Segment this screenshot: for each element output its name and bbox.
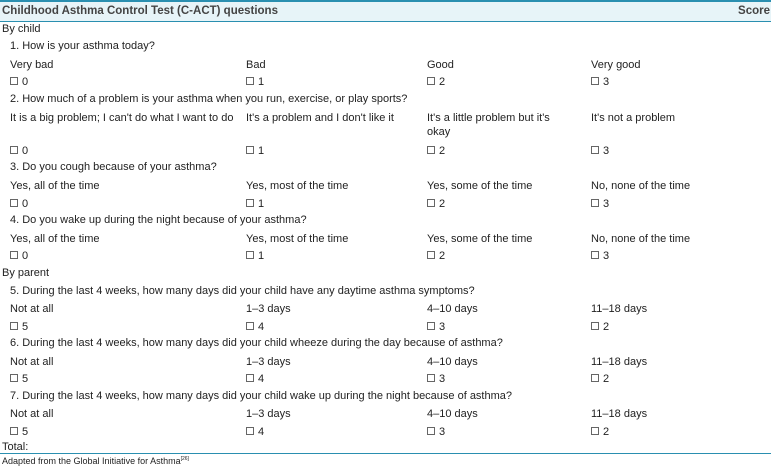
option-label: No, none of the time [591, 180, 691, 192]
score-option[interactable]: 4 [246, 320, 264, 334]
checkbox-icon[interactable] [591, 427, 599, 435]
option-label: Yes, some of the time [427, 180, 533, 192]
score-column-header: Score [738, 5, 770, 17]
option-label: 1–3 days [246, 356, 291, 368]
section-by-parent: By parent [2, 267, 50, 279]
option-label: Very bad [10, 59, 54, 71]
checkbox-icon[interactable] [591, 322, 599, 330]
score-option[interactable]: 2 [427, 197, 445, 211]
option-label: Good [427, 59, 454, 71]
score-option[interactable]: 3 [591, 249, 609, 263]
option-label: It is a big problem; I can't do what I want to do [10, 112, 234, 124]
checkbox-icon[interactable] [591, 146, 599, 154]
checkbox-icon[interactable] [246, 322, 254, 330]
table-title: Childhood Asthma Control Test (C-ACT) questions [2, 5, 278, 17]
checkbox-icon[interactable] [246, 199, 254, 207]
checkbox-icon[interactable] [10, 251, 18, 259]
option-label: Not at all [10, 303, 54, 315]
checkbox-icon[interactable] [427, 77, 435, 85]
score-option[interactable]: 1 [246, 197, 264, 211]
checkbox-icon[interactable] [10, 322, 18, 330]
score-option[interactable]: 2 [591, 320, 609, 334]
option-label: Bad [246, 59, 266, 71]
option-label: No, none of the time [591, 233, 691, 245]
score-option[interactable]: 2 [427, 144, 445, 158]
checkbox-icon[interactable] [10, 427, 18, 435]
score-option[interactable]: 0 [10, 75, 28, 89]
question-7-text: 7. During the last 4 weeks, how many days did your child wake up during the night because of asthma? [10, 390, 513, 402]
option-label: It's not a problem [591, 112, 676, 124]
score-option[interactable]: 5 [10, 320, 28, 334]
score-option[interactable]: 1 [246, 144, 264, 158]
option-label: It's a problem and I don't like it [246, 112, 394, 124]
checkbox-icon[interactable] [427, 374, 435, 382]
question-3-text: 3. Do you cough because of your asthma? [10, 161, 217, 173]
checkbox-icon[interactable] [10, 374, 18, 382]
checkbox-icon[interactable] [427, 251, 435, 259]
option-label: Yes, some of the time [427, 233, 533, 245]
option-label: 11–18 days [591, 356, 648, 368]
score-option[interactable]: 3 [591, 75, 609, 89]
question-5-text: 5. During the last 4 weeks, how many days did your child have any daytime asthma symptoms? [10, 285, 475, 297]
option-label: 4–10 days [427, 408, 478, 420]
checkbox-icon[interactable] [246, 251, 254, 259]
footnote-reference: [26] [180, 456, 189, 462]
option-label: Not at all [10, 356, 54, 368]
score-option[interactable]: 0 [10, 197, 28, 211]
option-label: Yes, all of the time [10, 233, 100, 245]
score-option[interactable]: 3 [427, 320, 445, 334]
score-option[interactable]: 3 [427, 372, 445, 386]
footnote-text: Adapted from the Global Initiative for Asthma [2, 456, 181, 466]
section-by-child: By child [2, 23, 41, 35]
checkbox-icon[interactable] [427, 322, 435, 330]
option-label: 11–18 days [591, 408, 648, 420]
table-footnote [2, 456, 189, 466]
score-option[interactable]: 2 [427, 75, 445, 89]
option-label: Not at all [10, 408, 54, 420]
checkbox-icon[interactable] [427, 427, 435, 435]
checkbox-icon[interactable] [10, 77, 18, 85]
option-label: Yes, most of the time [246, 180, 349, 192]
checkbox-icon[interactable] [246, 374, 254, 382]
score-option[interactable]: 0 [10, 144, 28, 158]
score-option[interactable]: 0 [10, 249, 28, 263]
checkbox-icon[interactable] [591, 77, 599, 85]
score-option[interactable]: 2 [591, 372, 609, 386]
score-option[interactable]: 3 [591, 197, 609, 211]
option-label: 1–3 days [246, 303, 291, 315]
option-label: 4–10 days [427, 303, 478, 315]
table-header [0, 2, 771, 22]
checkbox-icon[interactable] [427, 146, 435, 154]
score-option[interactable]: 2 [591, 425, 609, 439]
score-option[interactable]: 4 [246, 372, 264, 386]
question-4-text: 4. Do you wake up during the night because of your asthma? [10, 214, 307, 226]
question-2-text: 2. How much of a problem is your asthma when you run, exercise, or play sports? [10, 93, 408, 105]
option-label: 11–18 days [591, 303, 648, 315]
checkbox-icon[interactable] [10, 146, 18, 154]
score-option[interactable]: 3 [591, 144, 609, 158]
score-option[interactable]: 5 [10, 425, 28, 439]
score-option[interactable]: 3 [427, 425, 445, 439]
checkbox-icon[interactable] [591, 374, 599, 382]
option-label: It's a little problem but it's okay [427, 112, 550, 138]
checkbox-icon[interactable] [427, 199, 435, 207]
option-label: 1–3 days [246, 408, 291, 420]
question-1-text: 1. How is your asthma today? [10, 40, 155, 52]
score-option[interactable]: 4 [246, 425, 264, 439]
checkbox-icon[interactable] [246, 146, 254, 154]
option-label: Yes, all of the time [10, 180, 100, 192]
score-option[interactable]: 1 [246, 75, 264, 89]
checkbox-icon[interactable] [246, 77, 254, 85]
checkbox-icon[interactable] [591, 251, 599, 259]
checkbox-icon[interactable] [246, 427, 254, 435]
checkbox-icon[interactable] [10, 199, 18, 207]
question-6-text: 6. During the last 4 weeks, how many days did your child wheeze during the day because of asthma? [10, 337, 503, 349]
score-option[interactable]: 5 [10, 372, 28, 386]
option-label: Very good [591, 59, 641, 71]
score-option[interactable]: 1 [246, 249, 264, 263]
checkbox-icon[interactable] [591, 199, 599, 207]
total-label: Total: [2, 441, 29, 453]
option-label: Yes, most of the time [246, 233, 349, 245]
option-label: 4–10 days [427, 356, 478, 368]
score-option[interactable]: 2 [427, 249, 445, 263]
